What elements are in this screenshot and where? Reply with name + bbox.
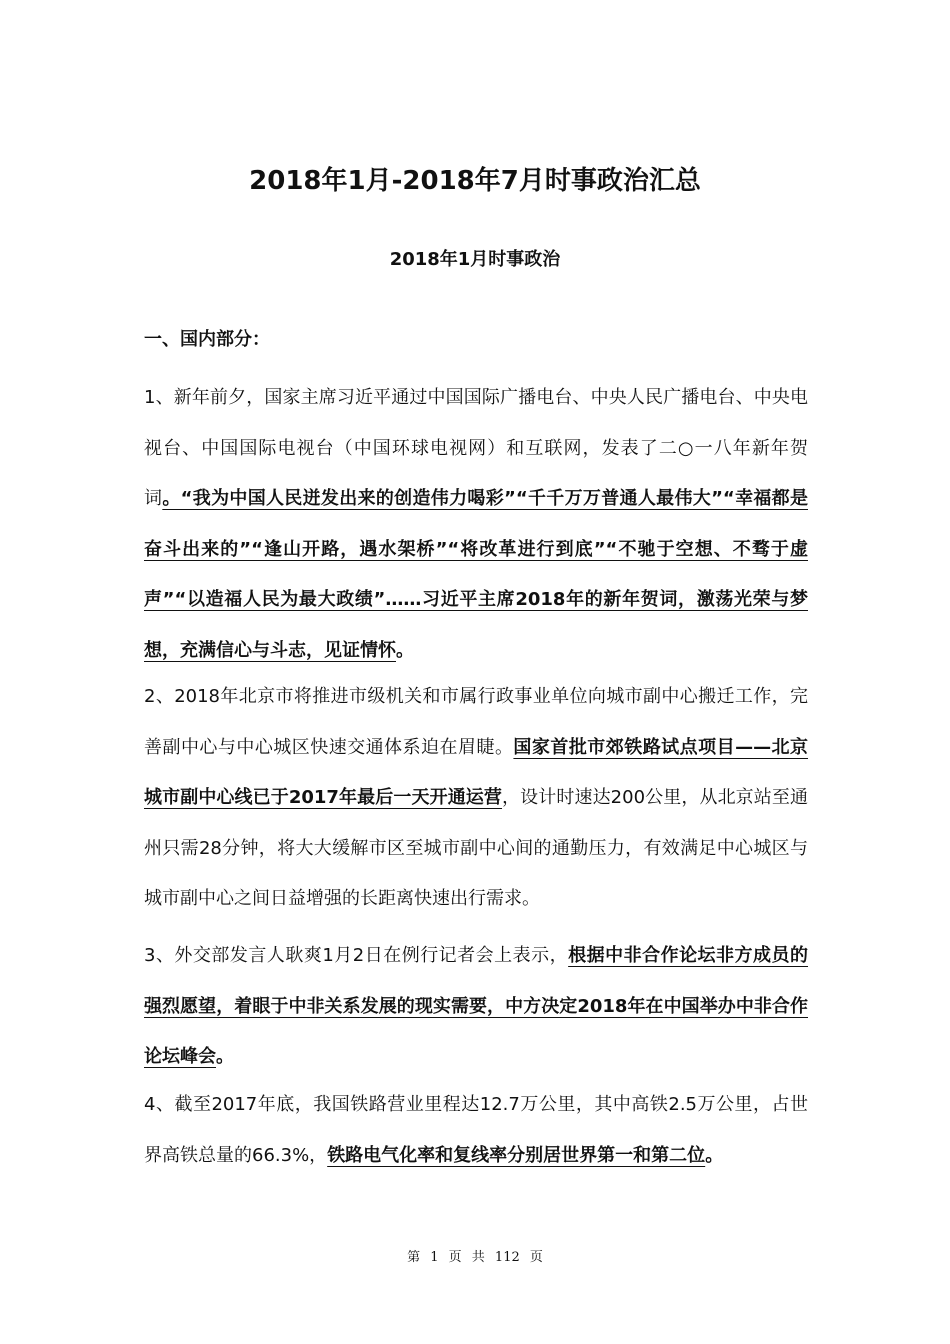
page-footer: 第 1 页 共 112 页: [407, 1250, 543, 1265]
paragraph-1: [144, 373, 808, 676]
paragraph-2-highlight: 国家首批市郊铁路试点项目——北京城市副中心线已于2017年最后一天开通运营: [144, 736, 809, 808]
paragraph-3: [144, 931, 808, 1083]
paragraph-1-end: 。: [396, 639, 414, 661]
paragraph-4-highlight: 铁路电气化率和复线率分别居世界第一和第二位: [327, 1144, 706, 1166]
section-heading: 一、国内部分：: [144, 329, 270, 350]
paragraph-2-tail: ，设计时速达200公里，从北京站至通州只需28分钟，将大大缓解市区至城市副中心间的通勤压力，有效满足中心城区与城市副中心之间日益增强的长距离快速出行需求。: [144, 787, 808, 909]
paragraph-3-text: 3、外交部发言人耿爽1月2日在例行记者会上表示，: [144, 945, 569, 966]
paragraph-4-end: 。: [705, 1144, 724, 1166]
paragraph-3-highlight: 根据中非合作论坛非方成员的强烈愿望，着眼于中非关系发展的现实需要，中方决定2018年在中国举办中非合作论坛峰会: [144, 945, 809, 1067]
paragraph-3-end: 。: [216, 1046, 234, 1067]
document-title: 2018年1月-2018年7月时事政治汇总: [249, 166, 701, 196]
paragraph-2: [144, 672, 808, 925]
paragraph-4-text: 4、截至2017年底，我国铁路营业里程达12.7万公里，其中高铁2.5万公里，占世界高铁总量的66.3%，: [144, 1094, 808, 1166]
paragraph-4: [144, 1080, 808, 1181]
section-subtitle: 2018年1月时事政治: [389, 249, 561, 270]
paragraph-2-text: 2、2018年北京市将推进市级机关和市属行政事业单位向城市副中心搬迁工作，完善副中心与中心城区快速交通体系迫在眉睫。: [144, 686, 808, 758]
paragraph-1-highlight: 。“我为中国人民迸发出来的创造伟力喝彩”“千千万万普通人最伟大”“幸福都是奋斗出来的”“逢山开路，遇水架桥”“将改革进行到底”“不驰于空想、不骛于虚声”“以造福人民为最大政绩”……习近平主席2018年的新年贺词，激荡光荣与梦想，充满信心与斗志，见证情怀: [144, 488, 808, 661]
paragraph-1-text: 1、新年前夕，国家主席习近平通过中国国际广播电台、中央人民广播电台、中央电视台、中国国际电视台（中国环球电视网）和互联网，发表了二○一八年新年贺词: [144, 387, 808, 509]
